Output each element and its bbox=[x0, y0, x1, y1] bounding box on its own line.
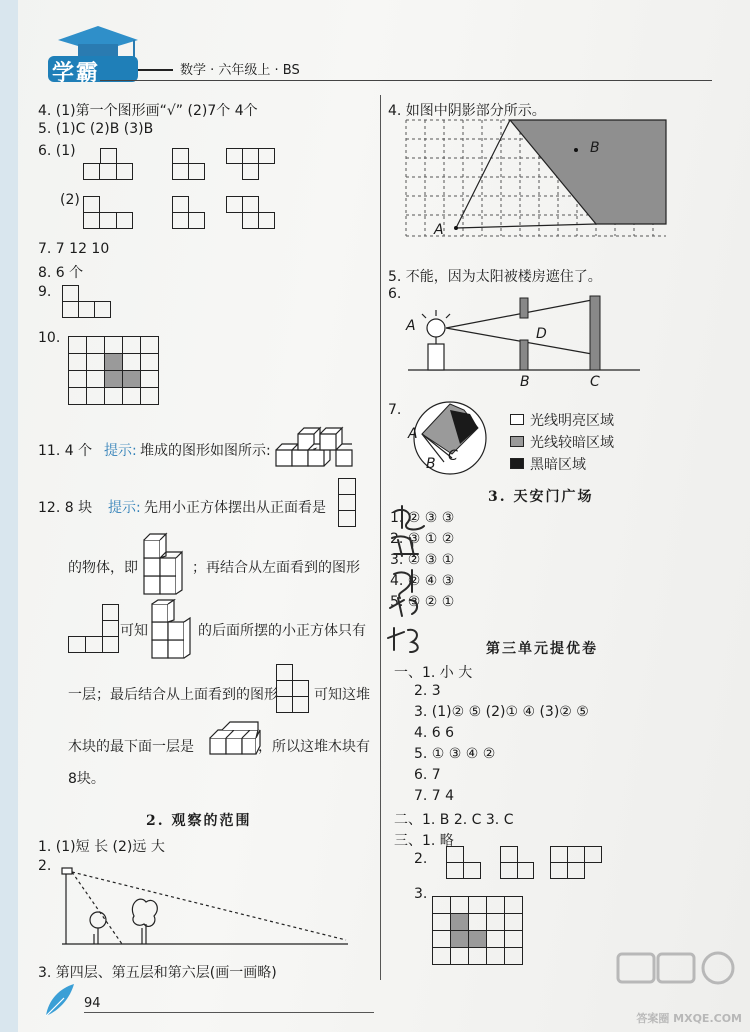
left-q12-t9: ，所以这堆木块有 bbox=[258, 739, 370, 755]
subject-line: 数学 · 六年级上 · BS bbox=[180, 63, 300, 78]
left-q8: 8. 6 个 bbox=[38, 265, 84, 281]
u3-2: 二、1. B 2. C 3. C bbox=[394, 812, 514, 828]
right-q7: 7. bbox=[388, 402, 402, 418]
left-q12-t6: 一层；最后结合从上面看到的图形 bbox=[68, 687, 278, 703]
left-q9: 9. bbox=[38, 284, 52, 300]
left-q12-t10: 8块。 bbox=[68, 771, 105, 787]
left-q12-t2: 的物体，即 bbox=[68, 560, 138, 576]
left-q10: 10. bbox=[38, 330, 61, 346]
u3-1-7: 7. 7 4 bbox=[414, 788, 455, 804]
q7-label-b: B bbox=[426, 456, 436, 472]
q6-label-d: D bbox=[536, 326, 547, 342]
u3-3-1: 三、1. 略 bbox=[394, 833, 454, 849]
right-q6-lamp-shadow-diagram bbox=[404, 292, 644, 376]
q12-bottom-layer-figure bbox=[206, 720, 262, 760]
legend-dim-label: 光线较暗区域 bbox=[530, 435, 614, 451]
left-q12-t4: 可知 bbox=[120, 623, 148, 639]
left-q12-num: 12. 8 块 bbox=[38, 500, 93, 516]
right-q4: 4. 如图中阴影部分所示。 bbox=[388, 103, 546, 119]
left-q6-1: 6. (1) bbox=[38, 143, 76, 159]
s2-q2-light-range-diagram bbox=[56, 862, 356, 950]
u3-3-2: 2. bbox=[414, 851, 428, 867]
left-q4: 4. (1)第一个图形画“√” (2)7个 4个 bbox=[38, 103, 258, 119]
left-q5: 5. (1)C (2)B (3)B bbox=[38, 121, 154, 137]
u3-1-1: 一、1. 小 大 bbox=[394, 665, 473, 681]
watermark-text: 答案圈 MXQE.COM bbox=[636, 1012, 742, 1025]
footer-rule bbox=[84, 1012, 374, 1013]
left-q12-hint: 提示: bbox=[108, 500, 141, 516]
legend-dark-label: 黑暗区域 bbox=[530, 457, 586, 473]
right-q7-circle-diagram bbox=[404, 398, 500, 478]
q11-cube-stack-figure bbox=[272, 420, 356, 470]
legend-bright-label: 光线明亮区域 bbox=[530, 413, 614, 429]
u3-1-4: 4. 6 6 bbox=[414, 725, 455, 741]
u3-1-2: 2. 3 bbox=[414, 683, 441, 699]
u3-1-3: 3. (1)② ⑤ (2)① ④ (3)② ⑤ bbox=[414, 704, 589, 720]
q7-label-a: A bbox=[408, 426, 418, 442]
u3-1-6: 6. 7 bbox=[414, 767, 441, 783]
site-watermark bbox=[614, 950, 742, 1026]
page-edge-band bbox=[0, 0, 18, 1032]
q6-label-c: C bbox=[590, 374, 600, 390]
q6-label-b: B bbox=[520, 374, 530, 390]
left-q7: 7. 7 12 10 bbox=[38, 241, 110, 257]
left-q12-t8: 木块的最下面一层是 bbox=[68, 739, 194, 755]
q4-point-b-label: B bbox=[590, 140, 600, 156]
s3-row-2: 2. ③ ① ② bbox=[390, 531, 455, 547]
left-q12-t1: 先用小正方体摆出从正面看是 bbox=[144, 500, 326, 516]
u3-1-5: 5. ① ③ ④ ② bbox=[414, 746, 496, 762]
brand-logo-text: 学霸 bbox=[52, 61, 101, 86]
legend-dark-swatch bbox=[510, 458, 524, 469]
q6-label-a: A bbox=[406, 318, 416, 334]
legend-dim-swatch bbox=[510, 436, 524, 447]
s3-row-1: 1. ② ③ ③ bbox=[390, 510, 455, 526]
left-q12-t7: 可知这堆 bbox=[314, 687, 370, 703]
unit-3-title: 第三单元提优卷 bbox=[486, 641, 598, 657]
handwritten-signature bbox=[380, 498, 440, 658]
left-q11-hint: 提示: bbox=[104, 443, 137, 459]
leaf-pen-icon bbox=[40, 980, 80, 1020]
s2-q3: 3. 第四层、第五层和第六层(画一画略) bbox=[38, 965, 277, 981]
s3-row-4: 4. ② ④ ③ bbox=[390, 573, 455, 589]
q12-column-figure-2 bbox=[150, 598, 196, 662]
legend-bright-swatch bbox=[510, 414, 524, 425]
q12-column-figure bbox=[142, 532, 188, 598]
q10-grid bbox=[68, 336, 159, 405]
section-2-title: 2. 观察的范围 bbox=[146, 813, 252, 829]
s3-row-3: 3. ② ③ ① bbox=[390, 552, 455, 568]
header-rule bbox=[100, 80, 712, 81]
left-q12-t3: ；再结合从左面看到的图形 bbox=[192, 560, 360, 576]
page-number: 94 bbox=[84, 996, 101, 1011]
s3-row-5: 5. ③ ② ① bbox=[390, 594, 455, 610]
left-q11-num: 11. 4 个 bbox=[38, 443, 93, 459]
watermark-logo-icon bbox=[614, 950, 742, 1006]
u3-3-3: 3. bbox=[414, 886, 428, 902]
q7-label-c: C bbox=[448, 448, 458, 464]
s2-q1: 1. (1)短 长 (2)远 大 bbox=[38, 839, 165, 855]
right-q5: 5. 不能，因为太阳被楼房遮住了。 bbox=[388, 269, 602, 285]
s2-q2: 2. bbox=[38, 858, 52, 874]
u3-3-3-grid bbox=[432, 896, 523, 965]
right-q6: 6. bbox=[388, 286, 402, 302]
q4-point-a-label: A bbox=[434, 222, 444, 238]
section-3-title: 3. 天安门广场 bbox=[488, 489, 594, 505]
left-q6-2: (2) bbox=[60, 192, 80, 208]
left-q11-text: 堆成的图形如图所示: bbox=[140, 443, 271, 459]
left-q12-t5: 的后面所摆的小正方体只有 bbox=[198, 623, 366, 639]
